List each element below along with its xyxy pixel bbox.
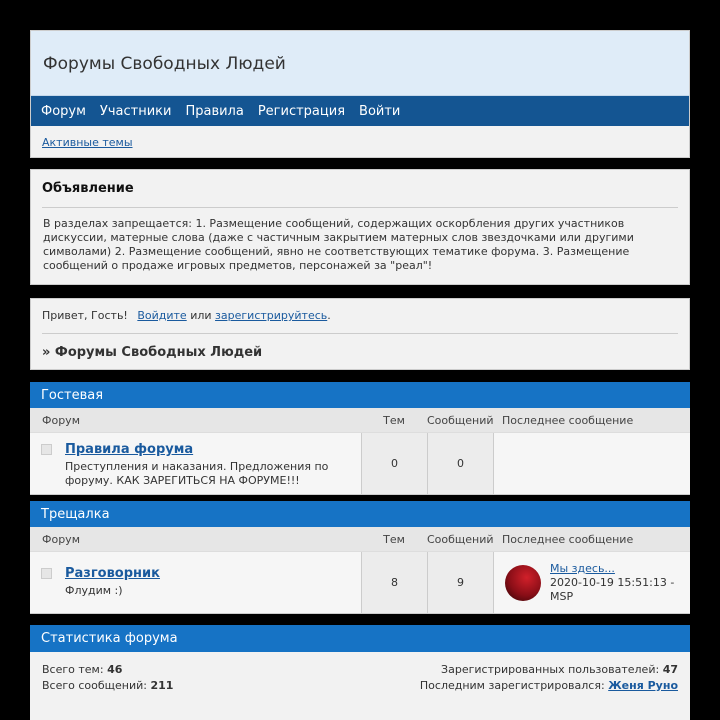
- stats-body: [30, 652, 690, 694]
- col-last-post: Последнее сообщение: [502, 413, 634, 427]
- col-topics: Тем: [383, 413, 405, 427]
- topics-count: 8: [361, 552, 427, 613]
- forum-description: Преступления и наказания. Предложения по форуму. КАК ЗАРЕГИТЬСЯ НА ФОРУМЕ!!!: [65, 460, 329, 487]
- posts-count: 0: [427, 433, 493, 494]
- nav-register[interactable]: Регистрация: [257, 103, 346, 119]
- registered-value: 47: [662, 663, 678, 676]
- breadcrumb[interactable]: » Форумы Свободных Людей: [42, 345, 263, 360]
- greeting-text: Привет, Гость!: [42, 309, 128, 322]
- last-registered-user-link[interactable]: Женя Руно: [608, 679, 678, 692]
- column-header: [30, 408, 690, 433]
- col-topics: Тем: [383, 532, 405, 546]
- stats-right: [420, 662, 678, 694]
- forum-status-icon: [41, 444, 52, 455]
- title-band: [31, 31, 689, 96]
- category-chatter: [30, 501, 690, 614]
- forum-cell: [30, 552, 361, 613]
- col-forum: Форум: [42, 532, 80, 546]
- last-post-author: MSP: [550, 589, 574, 603]
- col-forum: Форум: [42, 413, 80, 427]
- total-posts-value: 211: [150, 679, 174, 692]
- announcement-panel: [30, 169, 690, 285]
- last-registered-label: Последним зарегистрировался:: [419, 679, 605, 692]
- nav-members[interactable]: Участники: [99, 103, 172, 119]
- category-title: Гостевая: [30, 382, 690, 408]
- active-topics-link[interactable]: Активные темы: [42, 135, 133, 149]
- avatar[interactable]: [505, 565, 541, 601]
- category-title: Трещалка: [30, 501, 690, 527]
- forum-status-icon: [41, 568, 52, 579]
- nav-rules[interactable]: Правила: [185, 103, 244, 119]
- forum-row: [30, 552, 690, 614]
- divider: [42, 207, 678, 208]
- col-posts: Сообщений: [427, 532, 494, 546]
- stats-left: [42, 662, 173, 694]
- posts-count: 9: [427, 552, 493, 613]
- welcome-panel: [30, 298, 690, 370]
- forum-cell: [30, 433, 361, 494]
- nav-login[interactable]: Войти: [359, 103, 401, 119]
- stats-panel: [30, 625, 690, 720]
- announcement-title: Объявление: [42, 181, 134, 196]
- register-link[interactable]: зарегистрируйтесь: [215, 309, 328, 322]
- nav-forum[interactable]: Форум: [41, 103, 86, 119]
- stats-title: Статистика форума: [30, 625, 690, 652]
- last-post-time: 2020-10-19 15:51:13 -: [550, 575, 675, 589]
- topics-count: 0: [361, 433, 427, 494]
- last-post-info: [550, 562, 674, 604]
- total-posts-label: Всего сообщений:: [42, 679, 147, 692]
- category-guest: [30, 382, 690, 495]
- forum-link-rules[interactable]: Правила форума: [65, 442, 194, 457]
- site-title[interactable]: Форумы Свободных Людей: [43, 54, 286, 74]
- column-header: [30, 527, 690, 552]
- forum-header: [30, 30, 690, 158]
- last-post-cell: [493, 433, 690, 494]
- login-link[interactable]: Войдите: [137, 309, 187, 322]
- or-text: или: [190, 309, 212, 322]
- last-post-link[interactable]: Мы здесь...: [550, 561, 615, 575]
- main-navbar: [31, 96, 689, 126]
- total-topics-label: Всего тем:: [42, 663, 104, 676]
- announcement-body: В разделах запрещается: 1. Размещение сообщений, содержащих оскорбления других участников дискуссии, матерные слова (даже с частичным закрытием матерных слов звездочками или другими символами) 2. Размещение сообщений, явно не соответствующих тематике форума. 3. Размещение сообщений о продаже игровых предметов, персонажей за "реал"!: [43, 217, 634, 272]
- last-post-cell: [493, 552, 690, 613]
- sub-bar: [31, 126, 689, 158]
- welcome-line: [42, 309, 678, 322]
- col-posts: Сообщений: [427, 413, 494, 427]
- col-last-post: Последнее сообщение: [502, 532, 634, 546]
- forum-row: [30, 433, 690, 495]
- forum-link-chat[interactable]: Разговорник: [65, 566, 160, 581]
- registered-label: Зарегистрированных пользователей:: [441, 663, 660, 676]
- period-text: .: [327, 309, 331, 322]
- forum-description: Флудим :): [65, 584, 123, 597]
- total-topics-value: 46: [107, 663, 123, 676]
- divider: [42, 333, 678, 334]
